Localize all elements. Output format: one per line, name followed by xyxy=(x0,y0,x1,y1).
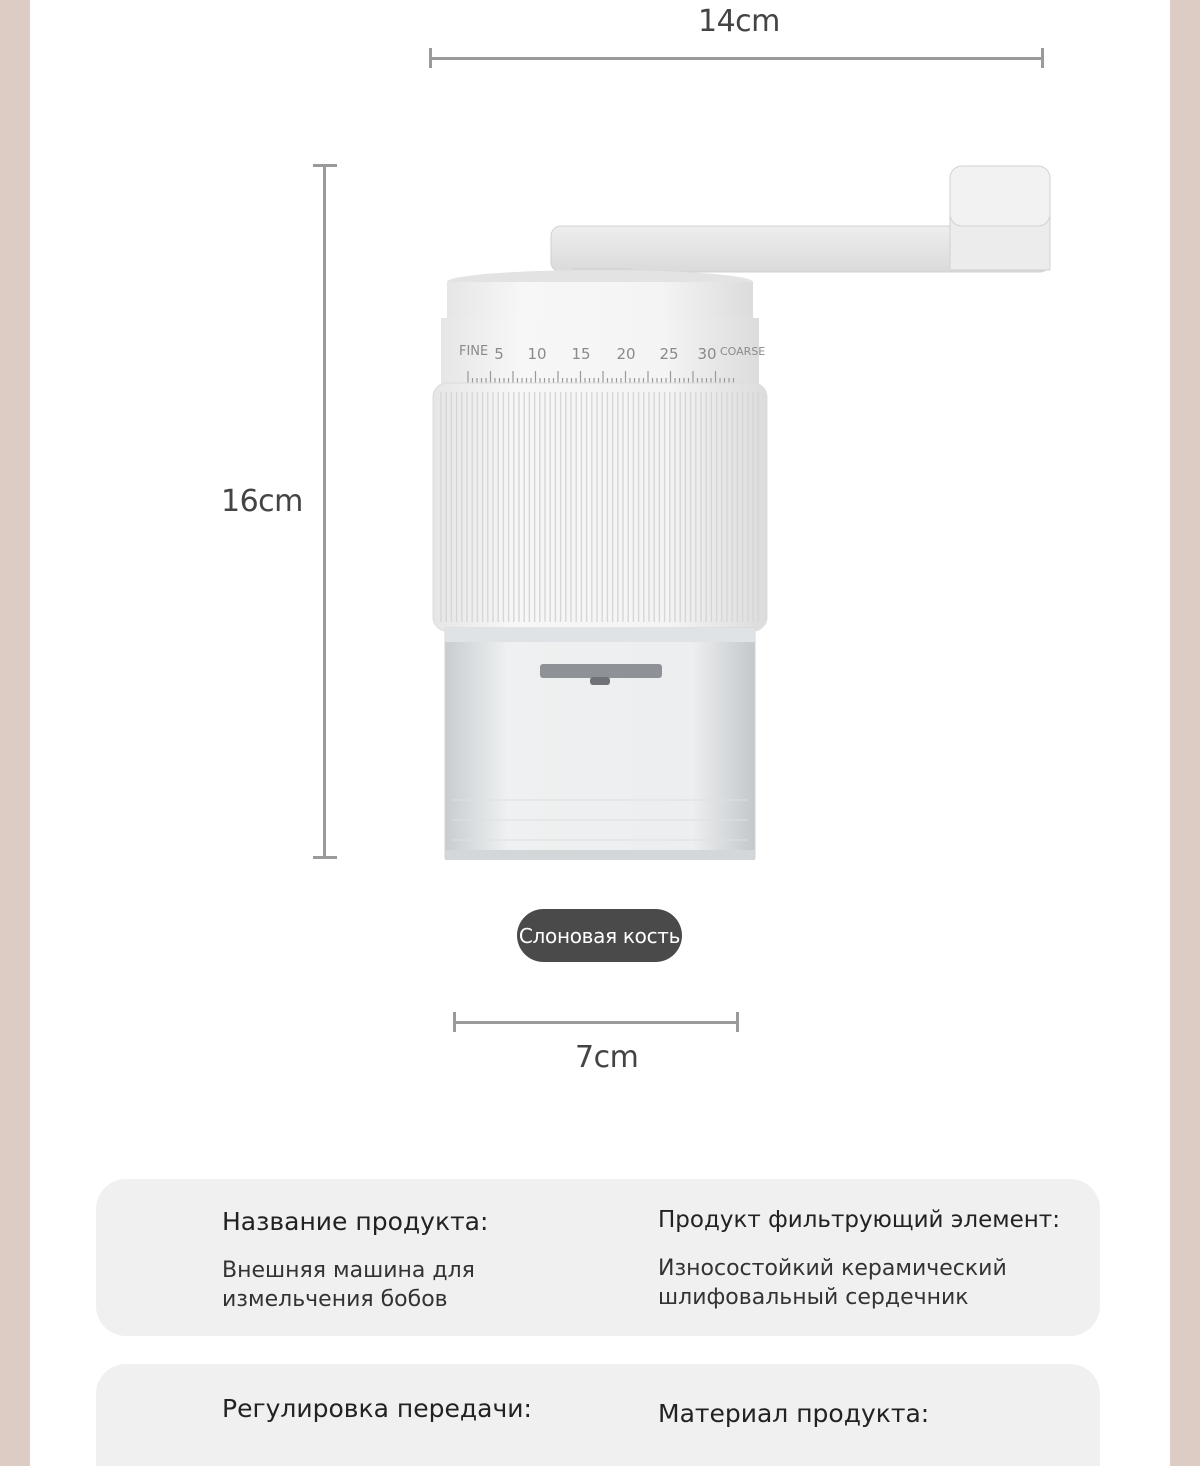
dial-number: 10 xyxy=(527,345,547,363)
spec-filter-title: Продукт фильтрующий элемент: xyxy=(658,1207,1060,1233)
spec-name-title: Название продукта: xyxy=(222,1207,489,1236)
color-option-ivory[interactable]: Слоновая кость xyxy=(517,909,682,962)
height-dimension-label: 16cm xyxy=(221,484,303,519)
spec-name-value: Внешняя машина для измельчения бобов xyxy=(222,1258,475,1312)
spec-gear-title: Регулировка передачи: xyxy=(222,1394,532,1423)
width-dimension-cap-left xyxy=(429,48,432,68)
dial-fine-label: FINE xyxy=(459,344,489,359)
spec-filter-value: Износостойкий керамический шлифовальный сердечник xyxy=(658,1256,1007,1310)
base-dimension-label: 7cm xyxy=(575,1040,639,1075)
base-dimension-line xyxy=(454,1021,738,1024)
width-dimension-cap-right xyxy=(1041,48,1044,68)
width-dimension-line xyxy=(430,57,1043,60)
spec-card-2 xyxy=(96,1364,1100,1466)
height-dimension-cap-bottom xyxy=(313,856,337,859)
spec-material-title: Материал продукта: xyxy=(658,1399,930,1428)
width-dimension-label: 14cm xyxy=(698,4,780,39)
base-dimension-cap-left xyxy=(453,1012,456,1032)
dial-coarse-label: COARSE xyxy=(720,345,766,358)
dial-number: 20 xyxy=(616,345,636,363)
base-dimension-cap-right xyxy=(736,1012,739,1032)
dial-number: 15 xyxy=(571,345,591,363)
dial-number: 25 xyxy=(659,345,679,363)
height-dimension-line xyxy=(323,165,326,858)
dial-number: 30 xyxy=(697,345,717,363)
height-dimension-cap-top xyxy=(313,164,337,167)
spec-card-1 xyxy=(96,1179,1100,1336)
coffee-grinder-image xyxy=(420,155,1080,875)
dial-number: 5 xyxy=(494,345,504,363)
